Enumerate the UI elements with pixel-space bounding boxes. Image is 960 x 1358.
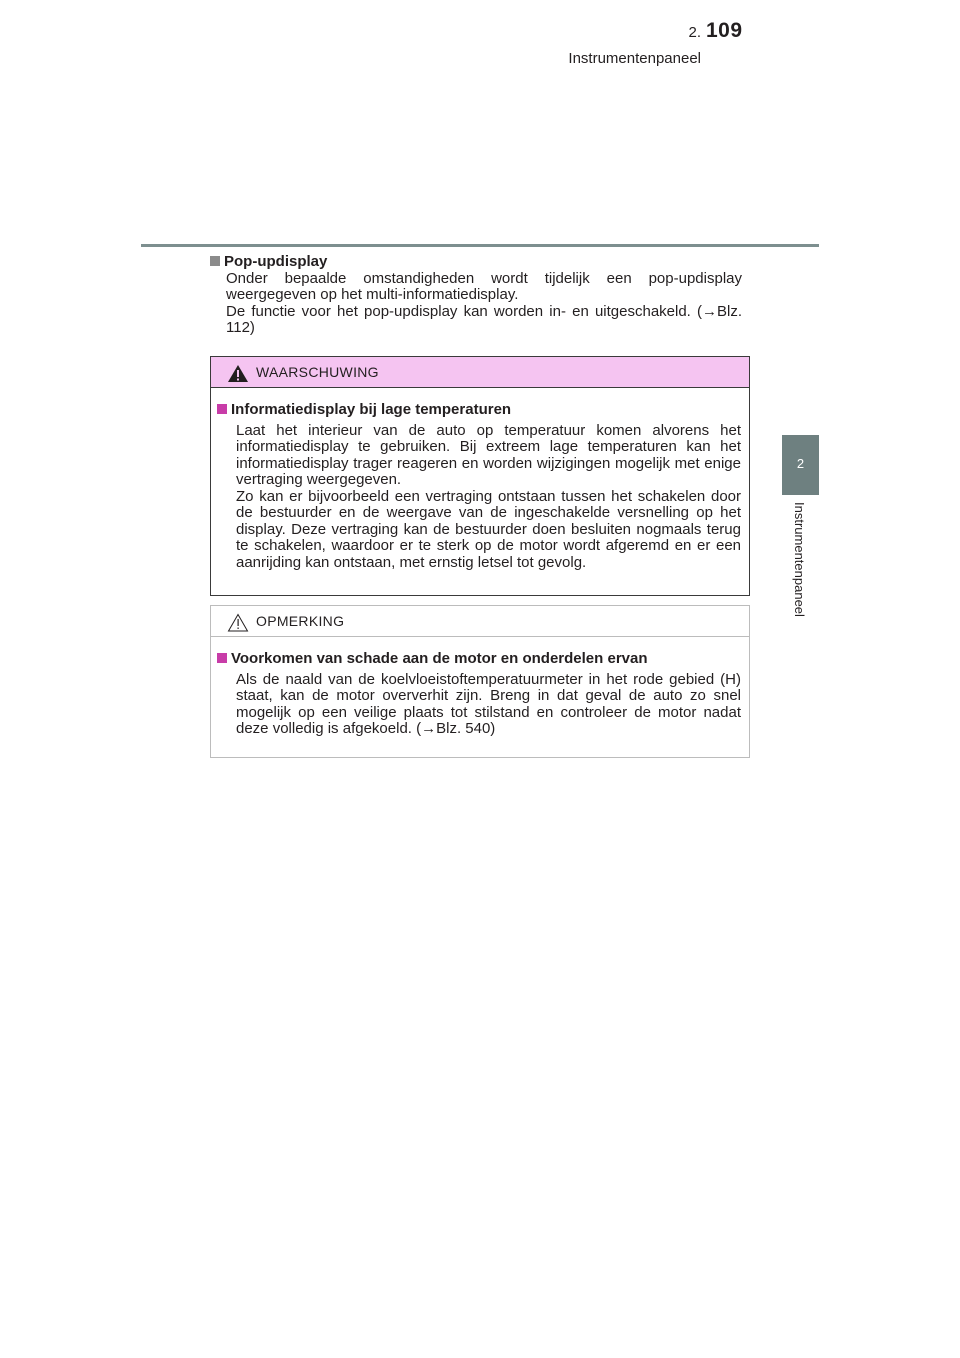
chapter-tab-label-text: Instrumentenpaneel xyxy=(792,502,807,617)
section-body xyxy=(226,271,742,337)
note-paragraph: Als de naald van de koelvloeistoftemperatuurmeter in het rode gebied (H) staat, kan de motor oververhit zijn. Breng in dat geval de auto zo snel mogelijk op een veilige plaats tot stilstand en controleer de motor nadat deze volledig is afgekoeld. (→Blz. 540) xyxy=(236,670,741,737)
warning-header xyxy=(211,357,749,388)
chapter-tab[interactable]: 2 xyxy=(782,435,819,495)
section-heading-text: Pop-updisplay xyxy=(224,253,328,270)
warning-paragraph: Laat het interieur van de auto op temperatuur komen alvorens het informatiedisplay te gebruiken. Bij extreem lage temperaturen kan het informatiedisplay trager reageren en worden wijzigingen mogelijk met enige vertraging weergegeven. xyxy=(236,421,741,488)
note-header xyxy=(211,606,749,637)
warning-paragraph: Zo kan er bijvoorbeeld een vertraging ontstaan tussen het schakelen door de bestuurder en de weergave van de ingeschakelde versnelling op het display. Deze vertraging kan de bestuurder doen besluiten nogmaals terug te schakelen, waardoor er te sterk op de motor wordt afgeremd en er een aanrijding kan ontstaan, met ernstig letsel tot gevolg. xyxy=(236,487,741,571)
page-number: 109 xyxy=(706,19,743,42)
note-body xyxy=(211,637,749,738)
warning-box xyxy=(210,356,750,596)
note-text xyxy=(236,672,741,738)
warning-title: WAARSCHUWING xyxy=(256,364,379,380)
warning-body xyxy=(211,388,749,571)
warning-triangle-icon xyxy=(227,364,249,383)
section-paragraph: Onder bepaalde omstandigheden wordt tijdelijk een pop-updisplay weergegeven op het multi-informatiedisplay. xyxy=(226,269,742,303)
note-heading xyxy=(217,651,741,668)
warning-text xyxy=(236,423,741,572)
warning-heading-text: Informatiedisplay bij lage temperaturen xyxy=(231,401,512,418)
magenta-square-bullet-icon xyxy=(217,404,227,414)
note-box xyxy=(210,605,750,758)
magenta-square-bullet-icon xyxy=(217,653,227,663)
section-heading xyxy=(210,254,742,271)
note-heading-text: Voorkomen van schade aan de motor en onderdelen ervan xyxy=(231,650,648,667)
warning-heading xyxy=(217,402,741,419)
note-title: OPMERKING xyxy=(256,613,345,629)
caution-triangle-outline-icon xyxy=(227,613,249,632)
popup-display-section xyxy=(210,254,742,337)
gray-square-bullet-icon xyxy=(210,256,220,266)
section-paragraph: De functie voor het pop-updisplay kan worden in- en uitgeschakeld. (→Blz. 112) xyxy=(226,302,742,336)
chapter-tab-label xyxy=(785,502,815,642)
header-rule xyxy=(141,244,819,247)
chapter-title: 2. Instrumentenpaneel xyxy=(568,24,701,67)
